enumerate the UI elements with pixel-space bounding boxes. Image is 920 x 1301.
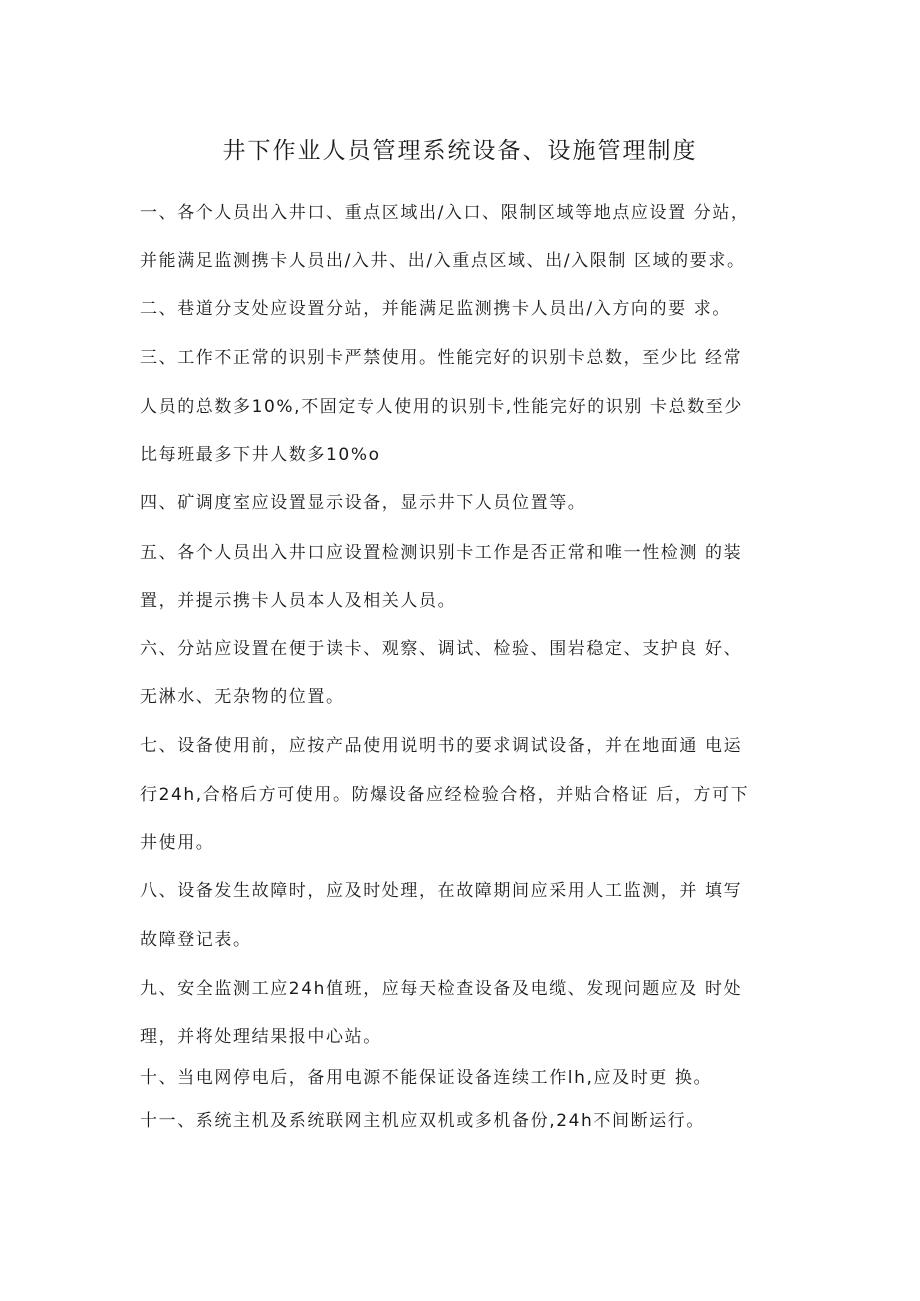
text-line: 井使用。 xyxy=(140,833,215,853)
text-line: 无淋水、无杂物的位置。 xyxy=(140,687,345,707)
text-line: 八、设备发生故障时，应及时处理，在故障期间应采用人工监测，并 填写 xyxy=(140,881,743,901)
text-line: 十一、系统主机及系统联网主机应双机或多机备份,24h不间断运行。 xyxy=(140,1111,706,1131)
text-line: 二、巷道分支处应设置分站，并能满足监测携卡人员出/入方向的要 求。 xyxy=(140,299,731,319)
text-line: 人员的总数多10%,不固定专人使用的识别卡,性能完好的识别 卡总数至少 xyxy=(140,397,743,417)
text-line: 理，并将处理结果报中心站。 xyxy=(140,1027,382,1047)
text-line: 置，并提示携卡人员本人及相关人员。 xyxy=(140,591,457,611)
text-line: 并能满足监测携卡人员出/入井、出/入重点区域、出/入限制 区域的要求。 xyxy=(140,251,746,271)
text-line: 七、设备使用前，应按产品使用说明书的要求调试设备，并在地面通 电运 xyxy=(140,736,743,756)
text-line: 比每班最多下井人数多10%o xyxy=(140,445,381,465)
text-line: 六、分站应设置在便于读卡、观察、调试、检验、围岩稳定、支护良 好、 xyxy=(140,639,743,659)
text-line: 三、工作不正常的识别卡严禁使用。性能完好的识别卡总数，至少比 经常 xyxy=(140,348,743,368)
text-line: 故障登记表。 xyxy=(140,930,252,950)
text-line: 九、安全监测工应24h值班，应每天检查设备及电缆、发现问题应及 时处 xyxy=(140,979,743,999)
text-line: 四、矿调度室应设置显示设备，显示井下人员位置等。 xyxy=(140,493,587,513)
document-title: 井下作业人员管理系统设备、设施管理制度 xyxy=(222,138,698,164)
text-line: 五、各个人员出入井口应设置检测识别卡工作是否正常和唯一性检测 的装 xyxy=(140,543,743,563)
text-line: 行24h,合格后方可使用。防爆设备应经检验合格，并贴合格证 后，方可下 xyxy=(140,785,750,805)
text-line: 十、当电网停电后，备用电源不能保证设备连续工作lh,应及时更 换。 xyxy=(140,1068,713,1088)
text-line: 一、各个人员出入井口、重点区域出/入口、限制区域等地点应设置 分站， xyxy=(140,203,750,223)
